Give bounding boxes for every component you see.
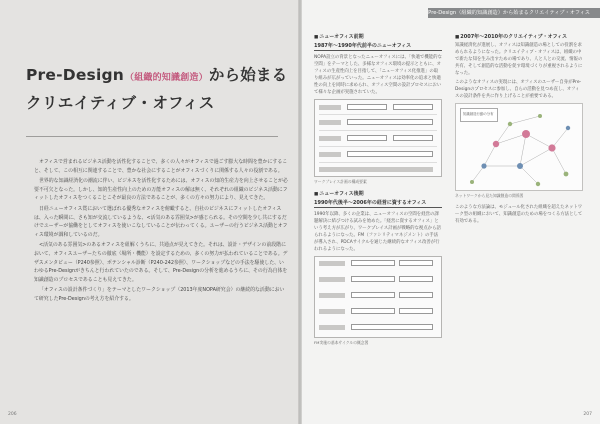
map-legend (460, 108, 498, 122)
section-era: 1987年〜1990年代前半のニューオフィス (314, 42, 442, 51)
title-subtitle: （組織的知識創造） (125, 73, 208, 83)
intro-body (34, 158, 288, 306)
diagram-caption: FM実施の基本サイクルの概念図 (314, 340, 369, 345)
title-divider (26, 136, 278, 137)
column-left (314, 33, 442, 351)
title-line-2: クリエイティブ・オフィス (26, 94, 215, 112)
page-number-left: 206 (8, 412, 17, 417)
intro-paragraph: <活気のある雰囲気>のあるオフィスを紐解くうちに、共通点が見えてきた。それは、設計・デザインの前段階において、オフィスユーザーたちの徹底（場所・機能）を設定するための、多くの努力が払われていることである。デザスメンタビュー（P240参照）、ポテンシャル診断（P240-242参照）、ワークショップなどの手法を駆使した、いわゆるPre-Designがきちんと行われていたのである。そして、Pre-Designの分析を進めるうちに、その行為自体を知識創造のプロセスであることも見えてきた。 (34, 242, 288, 283)
knowledge-network-map (455, 103, 583, 191)
title-line-1 (26, 63, 291, 85)
intro-paragraph: 世界的な知識経済化の潮流に伴い、ビジネスを活性化するためには、オフィスの知的生産力を向上させることが必要不可欠となった。しかし、知的生産性向上のための万能オフィスの解は無く、それぞれの組織のビジネス活動にフィットしたオフィスをつくることこそが最良の方法であることが、多くの方々の努力により、見えてきた。 (34, 178, 288, 202)
workplace-elements-diagram (314, 99, 442, 177)
intro-paragraph: 「オフィスの設計条件づくり」をテーマとしたワークショップ（2013年度NOPA研究会）の継続的な活動において研究したPre-Designの考え方を紹介する。 (34, 287, 285, 302)
title-suffix: から始まる (208, 66, 288, 84)
section-heading: ■ ニューオフィス後期 (314, 190, 442, 197)
section-text: NOPA設立の背景となったニューオフィスには、「快適で機能的な空間」をテーマとした、多様なオフィス環境の提示とともに、オフィスの生産性向上を目指して、「ニューオフィス化推進」の取り組みが広がっていった。ニューオフィスは効率化の追求と快適性の向上を同時に求められ、オフィス空間の設計プロセスにおいて様々な企画が実施されていた。 (314, 55, 442, 95)
section-era: 1990年代後半〜2006年の経営に資するオフィス (314, 199, 442, 208)
map-legend-text: 知識創造行動の分布 (463, 112, 494, 116)
intro-paragraph: 日経ニューオフィス賞において選ばれる優秀なオフィスを俯瞰すると、自社のビジネスにフィットしたオフィスは、入った瞬間に、さも知が交流しているような、<活気のある雰囲気>が感じられる。その空間を少し共にするだけでユーザーが協働をとしてオフィスを使いこなしていることが伝わってくる。ユーザーの行うビジネス活動とオフィス環境が調和しているのだ。 (34, 205, 288, 238)
section-text: このような方法論は、モジュール化された組織を超えたネットワーク型の組織において、知識創造のための場をつくる方法として有効である。 (455, 205, 583, 224)
fm-cycle-diagram (314, 256, 442, 338)
running-header (428, 8, 600, 18)
right-page (302, 0, 600, 424)
section-text: このようなオフィスの実現には、オフィスのユーザー自身がPre-Designのプロセスに参加し、自らの活動を見つめ直し、オフィスの設計条件を共に作り上げることが重要である。 (455, 80, 582, 99)
article-title (26, 63, 291, 113)
section-heading: ■ ニューオフィス前期 (314, 33, 442, 40)
page-number-right: 207 (583, 412, 592, 417)
section-text: 1990年以降、多くの企業は、ニューオフィスの空間を経営の課題解決に結びつける試みを始めた。「経営に資するオフィス」という考え方が広がり、ワークプレイス計画が戦略的な視点から語られるようになった。FM（ファシリティマネジメント）の手法が導入され、PDCAサイクルを通じた継続的なオフィス改善が行われるようになった。 (314, 212, 441, 252)
column-right (455, 33, 583, 227)
intro-paragraph: オフィスで営まれるビジネス活動を活性化することで、多くの人々がオフィスで過ごす膨大な時間を豊かにすること、そして、この相互に関連することで、豊かな社会にすることがオフィスづくりに関係する人々の役割である。 (34, 159, 288, 174)
left-page (0, 0, 298, 424)
diagram-caption: ネットワークから見た知識創造の関係図 (455, 193, 524, 198)
section-heading: ■ 2007年〜2010年のクリエイティブ・オフィス (455, 33, 583, 40)
diagram-caption: ワークプレイス計画の構成要素 (314, 179, 367, 184)
title-prefix: Pre-Design (26, 66, 124, 84)
running-header-text: Pre-Design（組織的知識創造）から始まるクリエイティブ・オフィス (428, 10, 590, 16)
section-text: 知識経済化が進展し、オフィスは知識創造の場としての役割を求められるようになった。クリエイティブ・オフィスは、組織の中で新たな知を生み出すための場であり、人と人との交流、情報の共有、そして創造的な活動を促す環境づくりが重視されるようになった。 (455, 43, 583, 76)
